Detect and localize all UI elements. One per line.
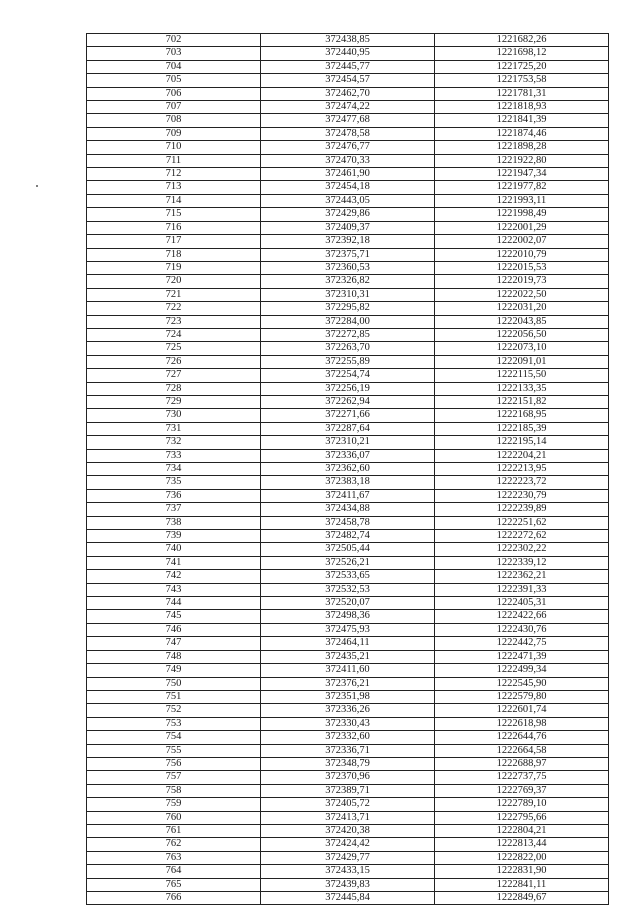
y-coordinate-cell: 1222302,22	[435, 543, 609, 556]
table-row	[87, 208, 609, 221]
y-coordinate-cell: 1222422,66	[435, 610, 609, 623]
x-coordinate-cell: 372392,18	[261, 235, 435, 248]
x-coordinate-cell: 372429,77	[261, 851, 435, 864]
table-row	[87, 141, 609, 154]
x-coordinate-cell: 372330,43	[261, 717, 435, 730]
point-number-cell: 722	[87, 302, 261, 315]
y-coordinate-cell: 1221698,12	[435, 47, 609, 60]
x-coordinate-cell: 372272,85	[261, 328, 435, 341]
point-number-cell: 750	[87, 677, 261, 690]
table-row	[87, 60, 609, 73]
y-coordinate-cell: 1221781,31	[435, 87, 609, 100]
table-row	[87, 704, 609, 717]
x-coordinate-cell: 372420,38	[261, 824, 435, 837]
y-coordinate-cell: 1222056,50	[435, 328, 609, 341]
table-row	[87, 168, 609, 181]
y-coordinate-cell: 1222795,66	[435, 811, 609, 824]
point-number-cell: 719	[87, 261, 261, 274]
y-coordinate-cell: 1221841,39	[435, 114, 609, 127]
y-coordinate-cell: 1222015,53	[435, 261, 609, 274]
x-coordinate-cell: 372413,71	[261, 811, 435, 824]
y-coordinate-cell: 1221993,11	[435, 194, 609, 207]
point-number-cell: 759	[87, 798, 261, 811]
table-row	[87, 342, 609, 355]
y-coordinate-cell: 1222391,33	[435, 583, 609, 596]
table-row	[87, 154, 609, 167]
point-number-cell: 744	[87, 597, 261, 610]
table-row	[87, 302, 609, 315]
y-coordinate-cell: 1222618,98	[435, 717, 609, 730]
x-coordinate-cell: 372389,71	[261, 784, 435, 797]
x-coordinate-cell: 372411,60	[261, 664, 435, 677]
y-coordinate-cell: 1222339,12	[435, 556, 609, 569]
point-number-cell: 758	[87, 784, 261, 797]
y-coordinate-cell: 1222239,89	[435, 503, 609, 516]
x-coordinate-cell: 372443,05	[261, 194, 435, 207]
y-coordinate-cell: 1222737,75	[435, 771, 609, 784]
x-coordinate-cell: 372351,98	[261, 690, 435, 703]
y-coordinate-cell: 1222545,90	[435, 677, 609, 690]
point-number-cell: 762	[87, 838, 261, 851]
table-row	[87, 114, 609, 127]
x-coordinate-cell: 372533,65	[261, 570, 435, 583]
point-number-cell: 752	[87, 704, 261, 717]
table-row	[87, 798, 609, 811]
y-coordinate-cell: 1222213,95	[435, 463, 609, 476]
x-coordinate-cell: 372254,74	[261, 369, 435, 382]
table-row	[87, 315, 609, 328]
y-coordinate-cell: 1222251,62	[435, 516, 609, 529]
table-row	[87, 395, 609, 408]
table-row	[87, 784, 609, 797]
point-number-cell: 733	[87, 449, 261, 462]
y-coordinate-cell: 1222804,21	[435, 824, 609, 837]
table-row	[87, 74, 609, 87]
y-coordinate-cell: 1222831,90	[435, 865, 609, 878]
table-row	[87, 543, 609, 556]
table-row	[87, 369, 609, 382]
y-coordinate-cell: 1222001,29	[435, 221, 609, 234]
table-row	[87, 664, 609, 677]
point-number-cell: 707	[87, 101, 261, 114]
y-coordinate-cell: 1222471,39	[435, 650, 609, 663]
x-coordinate-cell: 372375,71	[261, 248, 435, 261]
point-number-cell: 718	[87, 248, 261, 261]
y-coordinate-cell: 1222031,20	[435, 302, 609, 315]
y-coordinate-cell: 1222849,67	[435, 892, 609, 905]
table-row	[87, 771, 609, 784]
table-row	[87, 570, 609, 583]
point-number-cell: 711	[87, 154, 261, 167]
point-number-cell: 728	[87, 382, 261, 395]
y-coordinate-cell: 1222430,76	[435, 623, 609, 636]
y-coordinate-cell: 1221977,82	[435, 181, 609, 194]
table-row	[87, 865, 609, 878]
table-row	[87, 422, 609, 435]
point-number-cell: 706	[87, 87, 261, 100]
y-coordinate-cell: 1222579,80	[435, 690, 609, 703]
x-coordinate-cell: 372263,70	[261, 342, 435, 355]
table-row	[87, 838, 609, 851]
table-row	[87, 436, 609, 449]
x-coordinate-cell: 372475,93	[261, 623, 435, 636]
x-coordinate-cell: 372411,67	[261, 489, 435, 502]
point-number-cell: 727	[87, 369, 261, 382]
point-number-cell: 737	[87, 503, 261, 516]
point-number-cell: 757	[87, 771, 261, 784]
x-coordinate-cell: 372284,00	[261, 315, 435, 328]
table-row	[87, 677, 609, 690]
point-number-cell: 720	[87, 275, 261, 288]
table-row	[87, 409, 609, 422]
x-coordinate-cell: 372454,57	[261, 74, 435, 87]
x-coordinate-cell: 372445,84	[261, 892, 435, 905]
y-coordinate-cell: 1222813,44	[435, 838, 609, 851]
table-row	[87, 597, 609, 610]
point-number-cell: 709	[87, 127, 261, 140]
y-coordinate-cell: 1222688,97	[435, 757, 609, 770]
x-coordinate-cell: 372310,31	[261, 288, 435, 301]
point-number-cell: 723	[87, 315, 261, 328]
x-coordinate-cell: 372409,37	[261, 221, 435, 234]
table-row	[87, 248, 609, 261]
table-row	[87, 503, 609, 516]
x-coordinate-cell: 372438,85	[261, 34, 435, 47]
x-coordinate-cell: 372336,07	[261, 449, 435, 462]
point-number-cell: 736	[87, 489, 261, 502]
x-coordinate-cell: 372478,58	[261, 127, 435, 140]
y-coordinate-cell: 1222151,82	[435, 395, 609, 408]
y-coordinate-cell: 1222168,95	[435, 409, 609, 422]
point-number-cell: 754	[87, 731, 261, 744]
y-coordinate-cell: 1222043,85	[435, 315, 609, 328]
point-number-cell: 703	[87, 47, 261, 60]
x-coordinate-cell: 372433,15	[261, 865, 435, 878]
table-row	[87, 288, 609, 301]
x-coordinate-cell: 372256,19	[261, 382, 435, 395]
table-row	[87, 824, 609, 837]
x-coordinate-cell: 372295,82	[261, 302, 435, 315]
y-coordinate-cell: 1222133,35	[435, 382, 609, 395]
y-coordinate-cell: 1222664,58	[435, 744, 609, 757]
x-coordinate-cell: 372287,64	[261, 422, 435, 435]
point-number-cell: 730	[87, 409, 261, 422]
point-number-cell: 705	[87, 74, 261, 87]
x-coordinate-cell: 372370,96	[261, 771, 435, 784]
point-number-cell: 751	[87, 690, 261, 703]
y-coordinate-cell: 1222223,72	[435, 476, 609, 489]
table-row	[87, 194, 609, 207]
table-row	[87, 530, 609, 543]
stray-mark	[36, 185, 38, 187]
x-coordinate-cell: 372526,21	[261, 556, 435, 569]
y-coordinate-cell: 1222769,37	[435, 784, 609, 797]
table-row	[87, 851, 609, 864]
table-row	[87, 449, 609, 462]
y-coordinate-cell: 1221753,58	[435, 74, 609, 87]
x-coordinate-cell: 372424,42	[261, 838, 435, 851]
point-number-cell: 721	[87, 288, 261, 301]
table-row	[87, 650, 609, 663]
table-row	[87, 690, 609, 703]
point-number-cell: 735	[87, 476, 261, 489]
x-coordinate-cell: 372336,26	[261, 704, 435, 717]
x-coordinate-cell: 372262,94	[261, 395, 435, 408]
point-number-cell: 760	[87, 811, 261, 824]
x-coordinate-cell: 372440,95	[261, 47, 435, 60]
y-coordinate-cell: 1222499,34	[435, 664, 609, 677]
x-coordinate-cell: 372474,22	[261, 101, 435, 114]
table-row	[87, 583, 609, 596]
x-coordinate-cell: 372498,36	[261, 610, 435, 623]
y-coordinate-cell: 1222019,73	[435, 275, 609, 288]
y-coordinate-cell: 1222601,74	[435, 704, 609, 717]
y-coordinate-cell: 1222362,21	[435, 570, 609, 583]
y-coordinate-cell: 1221922,80	[435, 154, 609, 167]
y-coordinate-cell: 1222010,79	[435, 248, 609, 261]
y-coordinate-cell: 1222073,10	[435, 342, 609, 355]
point-number-cell: 742	[87, 570, 261, 583]
table-row	[87, 757, 609, 770]
point-number-cell: 732	[87, 436, 261, 449]
table-row	[87, 221, 609, 234]
y-coordinate-cell: 1222091,01	[435, 355, 609, 368]
y-coordinate-cell: 1222195,14	[435, 436, 609, 449]
y-coordinate-cell: 1222002,07	[435, 235, 609, 248]
x-coordinate-cell: 372439,83	[261, 878, 435, 891]
x-coordinate-cell: 372482,74	[261, 530, 435, 543]
table-row	[87, 717, 609, 730]
point-number-cell: 712	[87, 168, 261, 181]
y-coordinate-cell: 1222442,75	[435, 637, 609, 650]
table-row	[87, 181, 609, 194]
point-number-cell: 743	[87, 583, 261, 596]
coordinates-table-body	[87, 34, 609, 905]
x-coordinate-cell: 372310,21	[261, 436, 435, 449]
x-coordinate-cell: 372362,60	[261, 463, 435, 476]
y-coordinate-cell: 1221725,20	[435, 60, 609, 73]
table-row	[87, 87, 609, 100]
point-number-cell: 756	[87, 757, 261, 770]
table-row	[87, 744, 609, 757]
table-row	[87, 328, 609, 341]
point-number-cell: 740	[87, 543, 261, 556]
x-coordinate-cell: 372532,53	[261, 583, 435, 596]
x-coordinate-cell: 372464,11	[261, 637, 435, 650]
y-coordinate-cell: 1222272,62	[435, 530, 609, 543]
point-number-cell: 766	[87, 892, 261, 905]
point-number-cell: 749	[87, 664, 261, 677]
table-row	[87, 382, 609, 395]
x-coordinate-cell: 372477,68	[261, 114, 435, 127]
point-number-cell: 765	[87, 878, 261, 891]
x-coordinate-cell: 372454,18	[261, 181, 435, 194]
table-row	[87, 623, 609, 636]
point-number-cell: 747	[87, 637, 261, 650]
point-number-cell: 753	[87, 717, 261, 730]
point-number-cell: 731	[87, 422, 261, 435]
x-coordinate-cell: 372470,33	[261, 154, 435, 167]
table-row	[87, 47, 609, 60]
y-coordinate-cell: 1222185,39	[435, 422, 609, 435]
y-coordinate-cell: 1222841,11	[435, 878, 609, 891]
x-coordinate-cell: 372360,53	[261, 261, 435, 274]
y-coordinate-cell: 1221998,49	[435, 208, 609, 221]
table-row	[87, 275, 609, 288]
x-coordinate-cell: 372376,21	[261, 677, 435, 690]
point-number-cell: 763	[87, 851, 261, 864]
x-coordinate-cell: 372383,18	[261, 476, 435, 489]
table-row	[87, 556, 609, 569]
point-number-cell: 739	[87, 530, 261, 543]
table-row	[87, 811, 609, 824]
y-coordinate-cell: 1221874,46	[435, 127, 609, 140]
x-coordinate-cell: 372326,82	[261, 275, 435, 288]
x-coordinate-cell: 372476,77	[261, 141, 435, 154]
table-row	[87, 489, 609, 502]
x-coordinate-cell: 372520,07	[261, 597, 435, 610]
y-coordinate-cell: 1222822,00	[435, 851, 609, 864]
point-number-cell: 702	[87, 34, 261, 47]
point-number-cell: 708	[87, 114, 261, 127]
point-number-cell: 764	[87, 865, 261, 878]
y-coordinate-cell: 1222022,50	[435, 288, 609, 301]
point-number-cell: 713	[87, 181, 261, 194]
point-number-cell: 761	[87, 824, 261, 837]
y-coordinate-cell: 1222115,50	[435, 369, 609, 382]
table-row	[87, 731, 609, 744]
x-coordinate-cell: 372445,77	[261, 60, 435, 73]
point-number-cell: 724	[87, 328, 261, 341]
y-coordinate-cell: 1222789,10	[435, 798, 609, 811]
coordinates-table	[86, 33, 609, 905]
point-number-cell: 745	[87, 610, 261, 623]
table-row	[87, 101, 609, 114]
table-row	[87, 476, 609, 489]
x-coordinate-cell: 372434,88	[261, 503, 435, 516]
y-coordinate-cell: 1221947,34	[435, 168, 609, 181]
point-number-cell: 714	[87, 194, 261, 207]
y-coordinate-cell: 1222204,21	[435, 449, 609, 462]
point-number-cell: 734	[87, 463, 261, 476]
table-row	[87, 892, 609, 905]
table-row	[87, 34, 609, 47]
table-row	[87, 516, 609, 529]
point-number-cell: 725	[87, 342, 261, 355]
point-number-cell: 717	[87, 235, 261, 248]
table-row	[87, 261, 609, 274]
x-coordinate-cell: 372255,89	[261, 355, 435, 368]
x-coordinate-cell: 372271,66	[261, 409, 435, 422]
y-coordinate-cell: 1221682,26	[435, 34, 609, 47]
table-row	[87, 127, 609, 140]
point-number-cell: 715	[87, 208, 261, 221]
x-coordinate-cell: 372458,78	[261, 516, 435, 529]
table-row	[87, 878, 609, 891]
y-coordinate-cell: 1221818,93	[435, 101, 609, 114]
x-coordinate-cell: 372336,71	[261, 744, 435, 757]
point-number-cell: 704	[87, 60, 261, 73]
table-row	[87, 610, 609, 623]
point-number-cell: 741	[87, 556, 261, 569]
x-coordinate-cell: 372505,44	[261, 543, 435, 556]
x-coordinate-cell: 372462,70	[261, 87, 435, 100]
table-row	[87, 637, 609, 650]
y-coordinate-cell: 1222230,79	[435, 489, 609, 502]
table-row	[87, 355, 609, 368]
point-number-cell: 755	[87, 744, 261, 757]
point-number-cell: 738	[87, 516, 261, 529]
x-coordinate-cell: 372461,90	[261, 168, 435, 181]
x-coordinate-cell: 372332,60	[261, 731, 435, 744]
point-number-cell: 729	[87, 395, 261, 408]
y-coordinate-cell: 1221898,28	[435, 141, 609, 154]
y-coordinate-cell: 1222644,76	[435, 731, 609, 744]
x-coordinate-cell: 372435,21	[261, 650, 435, 663]
point-number-cell: 716	[87, 221, 261, 234]
x-coordinate-cell: 372405,72	[261, 798, 435, 811]
table-row	[87, 463, 609, 476]
point-number-cell: 748	[87, 650, 261, 663]
point-number-cell: 710	[87, 141, 261, 154]
y-coordinate-cell: 1222405,31	[435, 597, 609, 610]
table-row	[87, 235, 609, 248]
x-coordinate-cell: 372429,86	[261, 208, 435, 221]
x-coordinate-cell: 372348,79	[261, 757, 435, 770]
point-number-cell: 746	[87, 623, 261, 636]
point-number-cell: 726	[87, 355, 261, 368]
